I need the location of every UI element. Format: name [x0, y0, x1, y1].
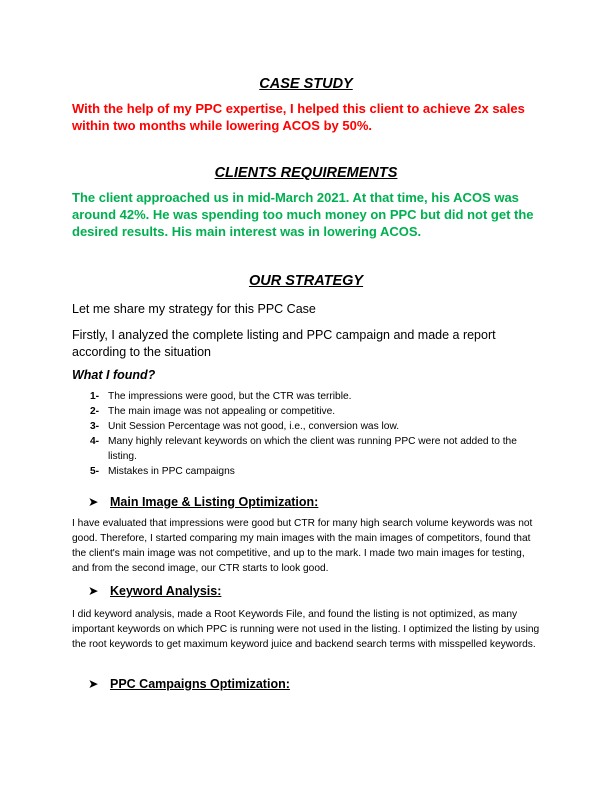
ppc-subheading: ➤ PPC Campaigns Optimization: — [88, 677, 290, 691]
strategy-intro: Let me share my strategy for this PPC Case — [72, 302, 316, 316]
requirements-text: The client approached us in mid-March 2021. At that time, his ACOS was around 42%. He was spending too much money on PPC but did not get the desired results. His main interest was in lowering ACOS. — [72, 190, 534, 239]
list-item: 5- Mistakes in PPC campaigns — [90, 466, 235, 477]
list-item: 4- Many highly relevant keywords on which the client was running PPC were not added to the listing. — [90, 436, 517, 462]
list-item: 1- The impressions were good, but the CTR was terrible. — [90, 391, 352, 402]
case-study-summary: With the help of my PPC expertise, I helped this client to achieve 2x sales within two months while lowering ACOS by 50%. — [72, 101, 525, 133]
list-item: 3- Unit Session Percentage was not good, i.e., conversion was low. — [90, 421, 400, 432]
strategy-heading: OUR STRATEGY — [248, 273, 364, 289]
arrow-bullet-icon: ➤ — [88, 584, 99, 598]
arrow-bullet-icon: ➤ — [88, 677, 99, 691]
case-study-heading: CASE STUDY — [259, 76, 353, 92]
arrow-bullet-icon: ➤ — [88, 495, 99, 509]
found-list — [90, 389, 536, 479]
strategy-firstly: Firstly, I analyzed the complete listing and PPC campaign and made a report according to the situation — [72, 328, 496, 359]
found-heading: What I found? — [72, 368, 156, 382]
keyword-text: I did keyword analysis, made a Root Keywords File, and found the listing is not optimized, as many important keywords on which PPC is running were not used in the listing. I optimized the listing by using the root keywords to get maximum keyword juice and backend search terms with misspelled keywords. — [72, 609, 540, 650]
main-image-subheading: ➤ Main Image & Listing Optimization: — [88, 495, 319, 509]
list-item: 2- The main image was not appealing or competitive. — [90, 406, 336, 417]
requirements-heading: CLIENTS REQUIREMENTS — [214, 165, 398, 181]
keyword-subheading: ➤ Keyword Analysis: — [88, 584, 222, 598]
main-image-text: I have evaluated that impressions were good but CTR for many high search volume keywords was not good. Therefore, I started comparing my main images with the main images of competitors, found that the client's main image was not competitive, and up to the mark. I made two main images for testing, and from the second image, our CTR starts to look good. — [72, 518, 533, 574]
